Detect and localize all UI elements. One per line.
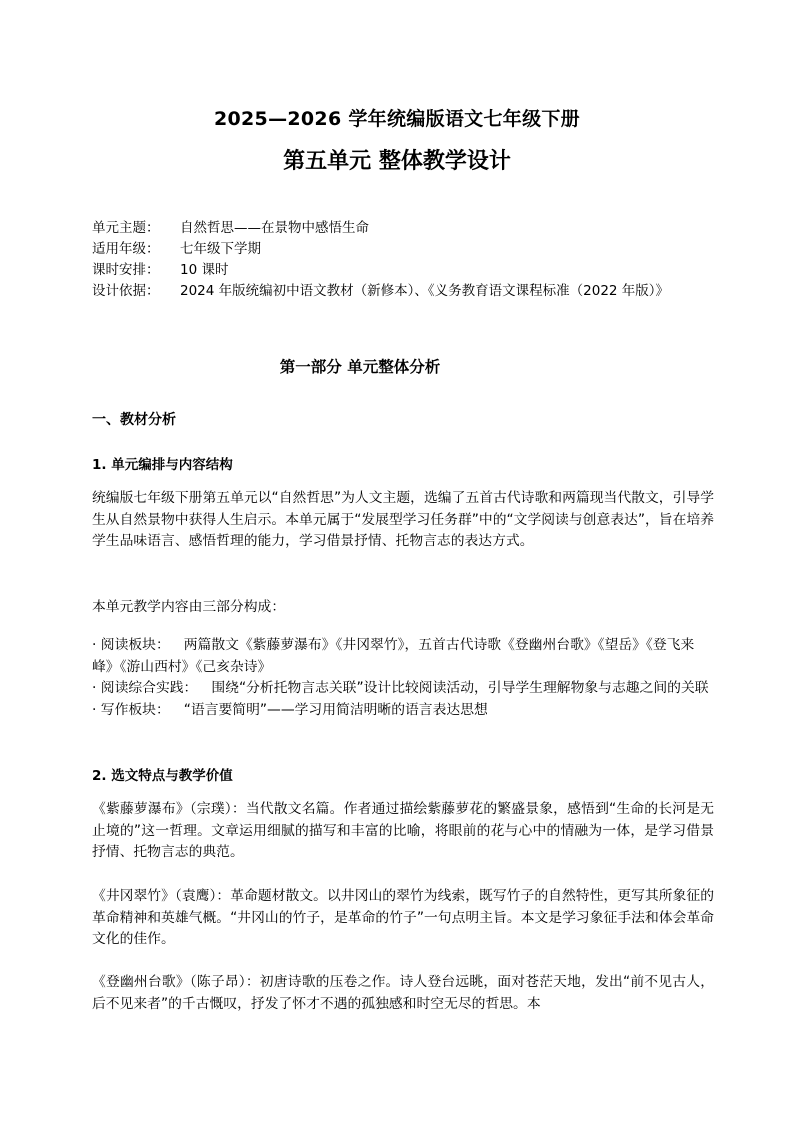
hours-value: 10 课时 [180,262,229,278]
grade-row [92,239,712,260]
paragraph-youzhou-tower: 《登幽州台歌》（陈子昂）：初唐诗歌的压卷之作。诗人登台远眺，面对苍茫天地，发出“前不见古人，后不见来者”的千古慨叹，抒发了怀才不遇的孤独感和时空无尽的哲思。本 [92,974,714,1012]
basis-label: 设计依据： [92,283,160,299]
paragraph-unit-overview: 统编版七年级下册第五单元以“自然哲思”为人文主题，选编了五首古代诗歌和两篇现当代散文，引导学生从自然景物中获得人生启示。本单元属于“发展型学习任务群”中的“文学阅读与创意表达”，旨在培养学生品味语言、感悟哲理的能力，学习借景抒情、托物言志的表达方式。 [92,490,714,550]
section-heading-textbook-analysis: 一、教材分析 [92,412,176,428]
content-bullet-list [92,635,714,721]
document-title: 2025—2026 学年统编版语文七年级下册 [214,108,580,130]
bullet-writing-text: “语言要简明”——学习用简洁明晰的语言表达思想 [183,701,488,718]
paragraph-jinggang-bamboo: 《井冈翠竹》（袁鹰）：革命题材散文。以井冈山的翠竹为线索，既写竹子的自然特性，更写其所象征的革命精神和英雄气概。“井冈山的竹子，是革命的竹子”一句点明主旨。本文是学习象征手法和体会革命文化的佳作。 [92,888,714,948]
grade-value: 七年级下学期 [180,241,261,257]
bullet-reading [92,635,714,678]
unit-theme-row [92,218,712,239]
bullet-practice-label: · 阅读综合实践： [92,680,198,697]
hours-label: 课时安排： [92,262,160,278]
paragraph-wisteria: 《紫藤萝瀑布》（宗璞）：当代散文名篇。作者通过描绘紫藤萝花的繁盛景象，感悟到“生命的长河是无止境的”这一哲理。文章运用细腻的描写和丰富的比喻，将眼前的花与心中的情融为一体，是学习借景抒情、托物言志的典范。 [92,801,714,861]
bullet-writing [92,700,714,722]
basis-value: 2024 年版统编初中语文教材（新修本）、《义务教育语文课程标准（2022 年版）》 [180,283,670,299]
unit-info-block [92,218,712,302]
subsection-heading-structure: 1. 单元编排与内容结构 [92,457,233,473]
bullet-practice [92,678,714,700]
bullet-reading-text: 两篇散文《紫藤萝瀑布》《井冈翠竹》，五首古代诗歌《登幽州台歌》《望岳》《登飞来峰》《游山西村》《己亥杂诗》 [92,637,695,675]
bullet-reading-label: · 阅读板块： [92,637,170,653]
bullet-practice-text: 围绕“分析托物言志关联”设计比较阅读活动，引导学生理解物象与志趣之间的关联 [211,680,709,697]
unit-theme-label: 单元主题： [92,220,160,236]
bullet-writing-label: · 写作板块： [92,701,170,718]
basis-row [92,281,712,302]
grade-label: 适用年级： [92,241,160,257]
paragraph-content-intro: 本单元教学内容由三部分构成： [92,599,286,615]
document-subtitle: 第五单元 整体教学设计 [283,149,511,174]
subsection-heading-selection-features: 2. 选文特点与教学价值 [92,768,233,784]
part-one-title: 第一部分 单元整体分析 [279,358,441,376]
unit-theme-value: 自然哲思——在景物中感悟生命 [180,220,369,236]
hours-row [92,260,712,281]
